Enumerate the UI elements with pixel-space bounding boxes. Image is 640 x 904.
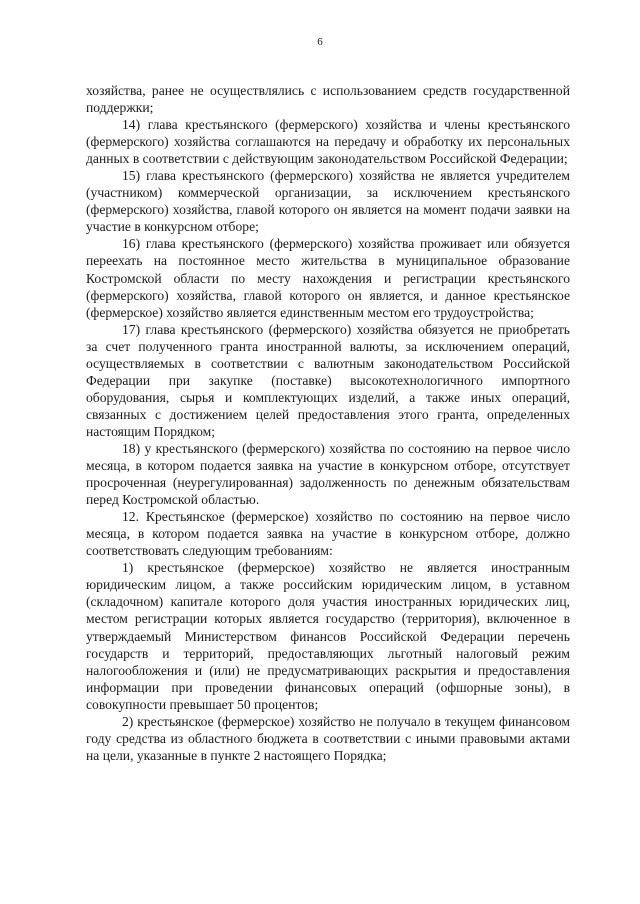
document-body <box>86 82 570 764</box>
paragraph-item-17: 17) глава крестьянского (фермерского) хозяйства обязуется не приобретать за счет полученного гранта иностранной валюты, за исключением операций, осуществляемых в соответствии с валютным законодательством Российской Федерации при закупке (поставке) высокотехнологичного импортного оборудования, сырья и комплектующих изделий, а также иных операций, связанных с достижением целей предоставления этого гранта, определенных настоящим Порядком; <box>86 321 570 439</box>
paragraph-subitem-1: 1) крестьянское (фермерское) хозяйство не является иностранным юридическим лицом, а также российским юридическим лицом, в уставном (складочном) капитале которого доля участия иностранных юридических лиц, местом регистрации которых является государство (территория), включенное в утверждаемый Министерством финансов Российской Федерации перечень государств и территорий, предоставляющих льготный налоговый режим налогообложения и (или) не предусматривающих раскрытия и предоставления информации при проведении финансовых операций (офшорные зоны), в совокупности превышает 50 процентов; <box>86 560 570 712</box>
paragraph-item-15: 15) глава крестьянского (фермерского) хозяйства не является учредителем (участником) коммерческой организации, за исключением крестьянского (фермерского) хозяйства, главой которого он является на момент подачи заявки на участие в конкурсном отборе; <box>86 168 570 235</box>
page-number: 6 <box>317 36 323 48</box>
paragraph-item-16: 16) глава крестьянского (фермерского) хозяйства проживает или обязуется переехать на постоянное место жительства в муниципальное образование Костромской области по месту нахождения и регистрации крестьянского (фермерского) хозяйства, главой которого он является, и данное крестьянское (фермерское) хозяйство является единственным местом его трудоустройства; <box>86 236 570 320</box>
paragraph-section-12: 12. Крестьянское (фермерское) хозяйство по состоянию на первое число месяца, в котором подается заявка на участие в конкурсном отборе, должно соответствовать следующим требованиям: <box>86 509 570 559</box>
paragraph-subitem-2: 2) крестьянское (фермерское) хозяйство не получало в текущем финансовом году средства из областного бюджета в соответствии с иными правовыми актами на цели, указанные в пункте 2 настоящего Порядка; <box>86 713 570 763</box>
paragraph-item-18: 18) у крестьянского (фермерского) хозяйства по состоянию на первое число месяца, в котором подается заявка на участие в конкурсном отборе, отсутствует просроченная (неурегулированная) задолженность по денежным обязательствам перед Костромской областью. <box>86 440 570 508</box>
paragraph-continuation: хозяйства, ранее не осуществлялись с использованием средств государственной поддержки; <box>86 83 570 116</box>
paragraph-item-14: 14) глава крестьянского (фермерского) хозяйства и члены крестьянского (фермерского) хозяйства соглашаются на передачу и обработку их персональных данных в соответствии с действующим законодательством Российской Федерации; <box>86 117 570 167</box>
